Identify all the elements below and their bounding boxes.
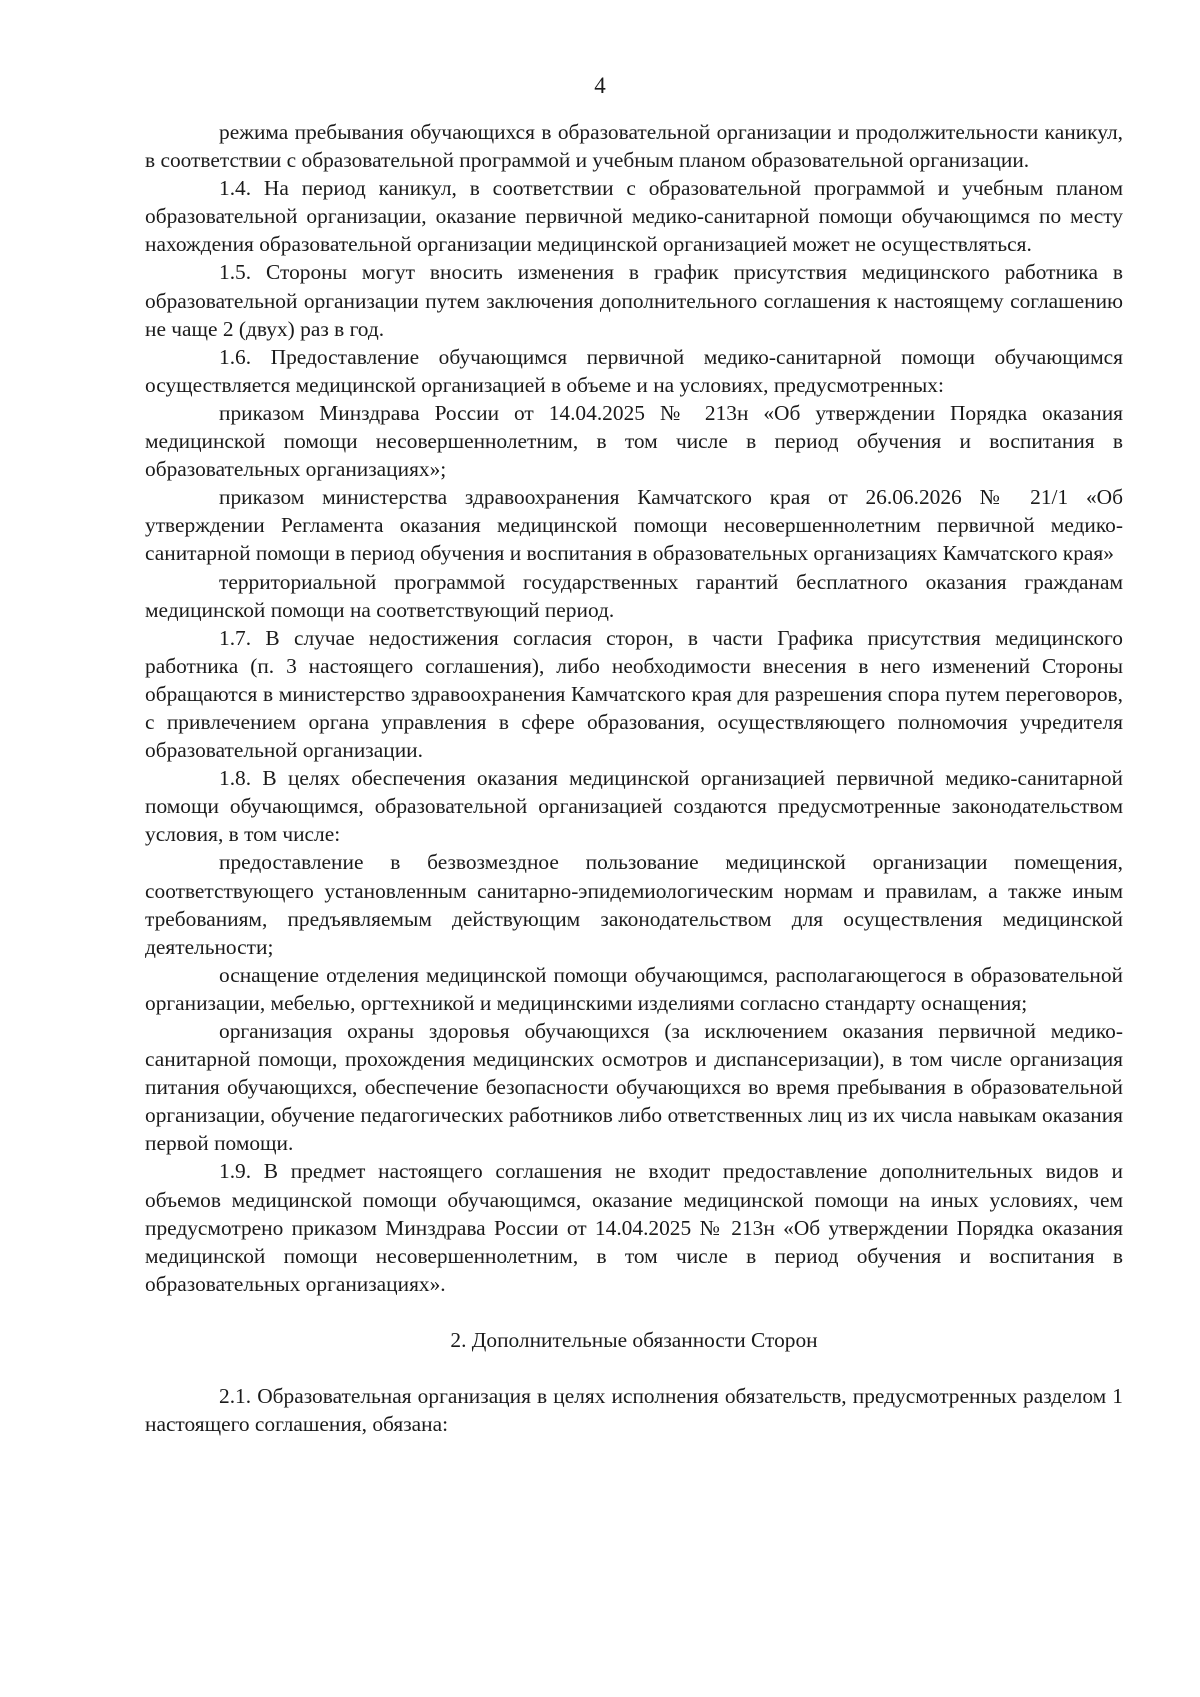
paragraph-1-6-order-21-1: приказом министерства здравоохранения Камчатского края от 26.06.2026 № 21/1 «Об утверждении Регламента оказания медицинской помощи несовершеннолетним первичной медико-санитарной помощи в период обучения и воспитания в образовательных организациях Камчатского края»	[145, 485, 1123, 566]
document-body	[145, 118, 1123, 1438]
paragraph-1-8-equipment: оснащение отделения медицинской помощи обучающимся, располагающегося в образовательной организации, мебелью, оргтехникой и медицинскими изделиями согласно стандарту оснащения;	[145, 962, 1123, 1015]
paragraph-2-1: 2.1. Образовательная организация в целях исполнения обязательств, предусмотренных разделом 1 настоящего соглашения, обязана:	[145, 1384, 1123, 1437]
paragraph-continuation: режима пребывания обучающихся в образовательной организации и продолжительности каникул, в соответствии с образовательной программой и учебным планом образовательной организации.	[145, 120, 1123, 173]
paragraph-1-6-territorial-program: территориальной программой государственных гарантий бесплатного оказания гражданам медицинской помощи на соответствующий период.	[145, 569, 1123, 622]
paragraph-1-6-order-213n: приказом Минздрава России от 14.04.2025 № 213н «Об утверждении Порядка оказания медицинской помощи несовершеннолетним, в том числе в период обучения и воспитания в образовательных организациях»;	[145, 400, 1123, 482]
paragraph-1-8-health-protection: организация охраны здоровья обучающихся (за исключением оказания первичной медико-санитарной помощи, прохождения медицинских осмотров и диспансеризации), в том числе организация питания обучающихся, обеспечение безопасности обучающихся во время пребывания в образовательной организации, обучение педагогических работников либо ответственных лиц из их числа навыкам оказания первой помощи.	[145, 1019, 1123, 1156]
page-number: 4	[594, 73, 606, 98]
paragraph-1-8-premises: предоставление в безвозмездное пользование медицинской организации помещения, соответствующего установленным санитарно-эпидемиологическим нормам и правилам, а также иным требованиям, предъявляемым действующим законодательством для осуществления медицинской деятельности;	[145, 850, 1123, 959]
paragraph-1-4: 1.4. На период каникул, в соответствии с образовательной программой и учебным планом образовательной организации, оказание первичной медико-санитарной помощи обучающимся по месту нахождения образовательной организации медицинской организацией может не осуществляться.	[145, 176, 1123, 257]
section-heading-2: 2. Дополнительные обязанности Сторон	[450, 1327, 818, 1352]
paragraph-1-7: 1.7. В случае недостижения согласия сторон, в части Графика присутствия медицинского работника (п. 3 настоящего соглашения), либо необходимости внесения в него изменений Стороны обращаются в министерство здравоохранения Камчатского края для разрешения спора путем переговоров, с привлечением органа управления в сфере образования, осуществляющего полномочия учредителя образовательной организации.	[145, 625, 1123, 763]
paragraph-1-6: 1.6. Предоставление обучающимся первичной медико-санитарной помощи обучающимся осуществляется медицинской организацией в объеме и на условиях, предусмотренных:	[145, 344, 1123, 397]
paragraph-1-8: 1.8. В целях обеспечения оказания медицинской организацией первичной медико-санитарной помощи обучающимся, образовательной организацией создаются предусмотренные законодательством условия, в том числе:	[145, 766, 1123, 847]
paragraph-1-5: 1.5. Стороны могут вносить изменения в график присутствия медицинского работника в образовательной организации путем заключения дополнительного соглашения к настоящему соглашению не чаще 2 (двух) раз в год.	[145, 260, 1123, 341]
paragraph-1-9: 1.9. В предмет настоящего соглашения не входит предоставление дополнительных видов и объемов медицинской помощи обучающимся, оказание медицинской помощи на иных условиях, чем предусмотрено приказом Минздрава России от 14.04.2025 № 213н «Об утверждении Порядка оказания медицинской помощи несовершеннолетним, в том числе в период обучения и воспитания в образовательных организациях».	[145, 1159, 1123, 1296]
